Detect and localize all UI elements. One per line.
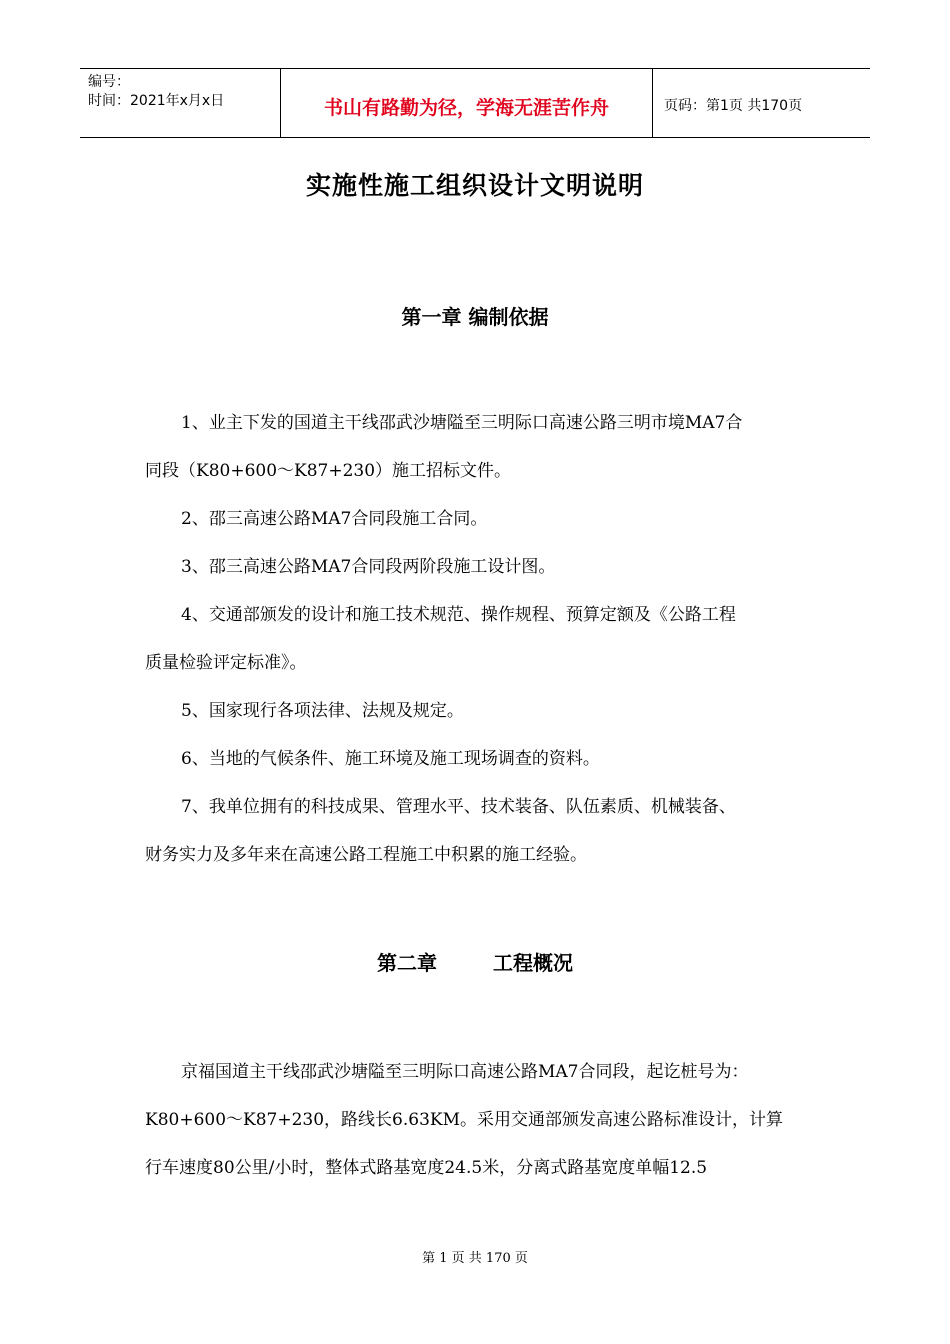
text-line: 行车速度80公里/小时，整体式路基宽度24.5米，分离式路基宽度单幅12.5: [145, 1158, 708, 1178]
page-footer: 第 1 页 共 170 页: [422, 1251, 528, 1266]
text-line: K80+600～K87+230，路线长6.63KM。采用交通部颁发高速公路标准设计，计算: [145, 1110, 784, 1130]
chapter1-title: 第一章 编制依据: [401, 305, 549, 329]
header-time-label: 时间：2021年x月x日: [88, 93, 225, 109]
chapter1-item-3: [145, 543, 825, 591]
header-page-info: 页码：第1页 共170页: [664, 97, 803, 114]
chapter1-item-5: [145, 687, 825, 735]
chapter1-item-7: [145, 783, 825, 879]
chapter2-title-text: 工程概况: [493, 951, 573, 975]
document-title: 实施性施工组织设计文明说明: [305, 171, 644, 200]
chapter1-item-6: [145, 735, 825, 783]
text-line: 2、邵三高速公路MA7合同段施工合同。: [181, 509, 488, 529]
chapter2-paragraph: [145, 1048, 825, 1192]
chapter2-title: [0, 947, 950, 976]
text-line: 财务实力及多年来在高速公路工程施工中积累的施工经验。: [145, 845, 587, 865]
text-line: 同段（K80+600～K87+230）施工招标文件。: [145, 461, 512, 481]
chapter2-title-number: 第二章: [377, 951, 437, 975]
header-motto: 书山有路勤为径，学海无涯苦作舟: [281, 69, 653, 137]
text-line: 质量检验评定标准》。: [145, 653, 307, 673]
text-line: 1、业主下发的国道主干线邵武沙塘隘至三明际口高速公路三明市境MA7合: [181, 413, 743, 433]
text-line: 4、交通部颁发的设计和施工技术规范、操作规程、预算定额及《公路工程: [181, 605, 736, 625]
header-meta-cell: [80, 69, 281, 137]
text-line: 京福国道主干线邵武沙塘隘至三明际口高速公路MA7合同段，起讫桩号为：: [181, 1062, 749, 1082]
header-number-label: 编号：: [88, 74, 130, 90]
text-line: 6、当地的气候条件、施工环境及施工现场调查的资料。: [181, 749, 600, 769]
text-line: 7、我单位拥有的科技成果、管理水平、技术装备、队伍素质、机械装备、: [181, 797, 736, 817]
chapter1-item-4: [145, 591, 825, 687]
page-header: [80, 68, 870, 138]
text-line: 3、邵三高速公路MA7合同段两阶段施工设计图。: [181, 557, 556, 577]
text-line: 5、国家现行各项法律、法规及规定。: [181, 701, 464, 721]
chapter1-item-1: [145, 399, 825, 495]
chapter1-item-2: [145, 495, 825, 543]
